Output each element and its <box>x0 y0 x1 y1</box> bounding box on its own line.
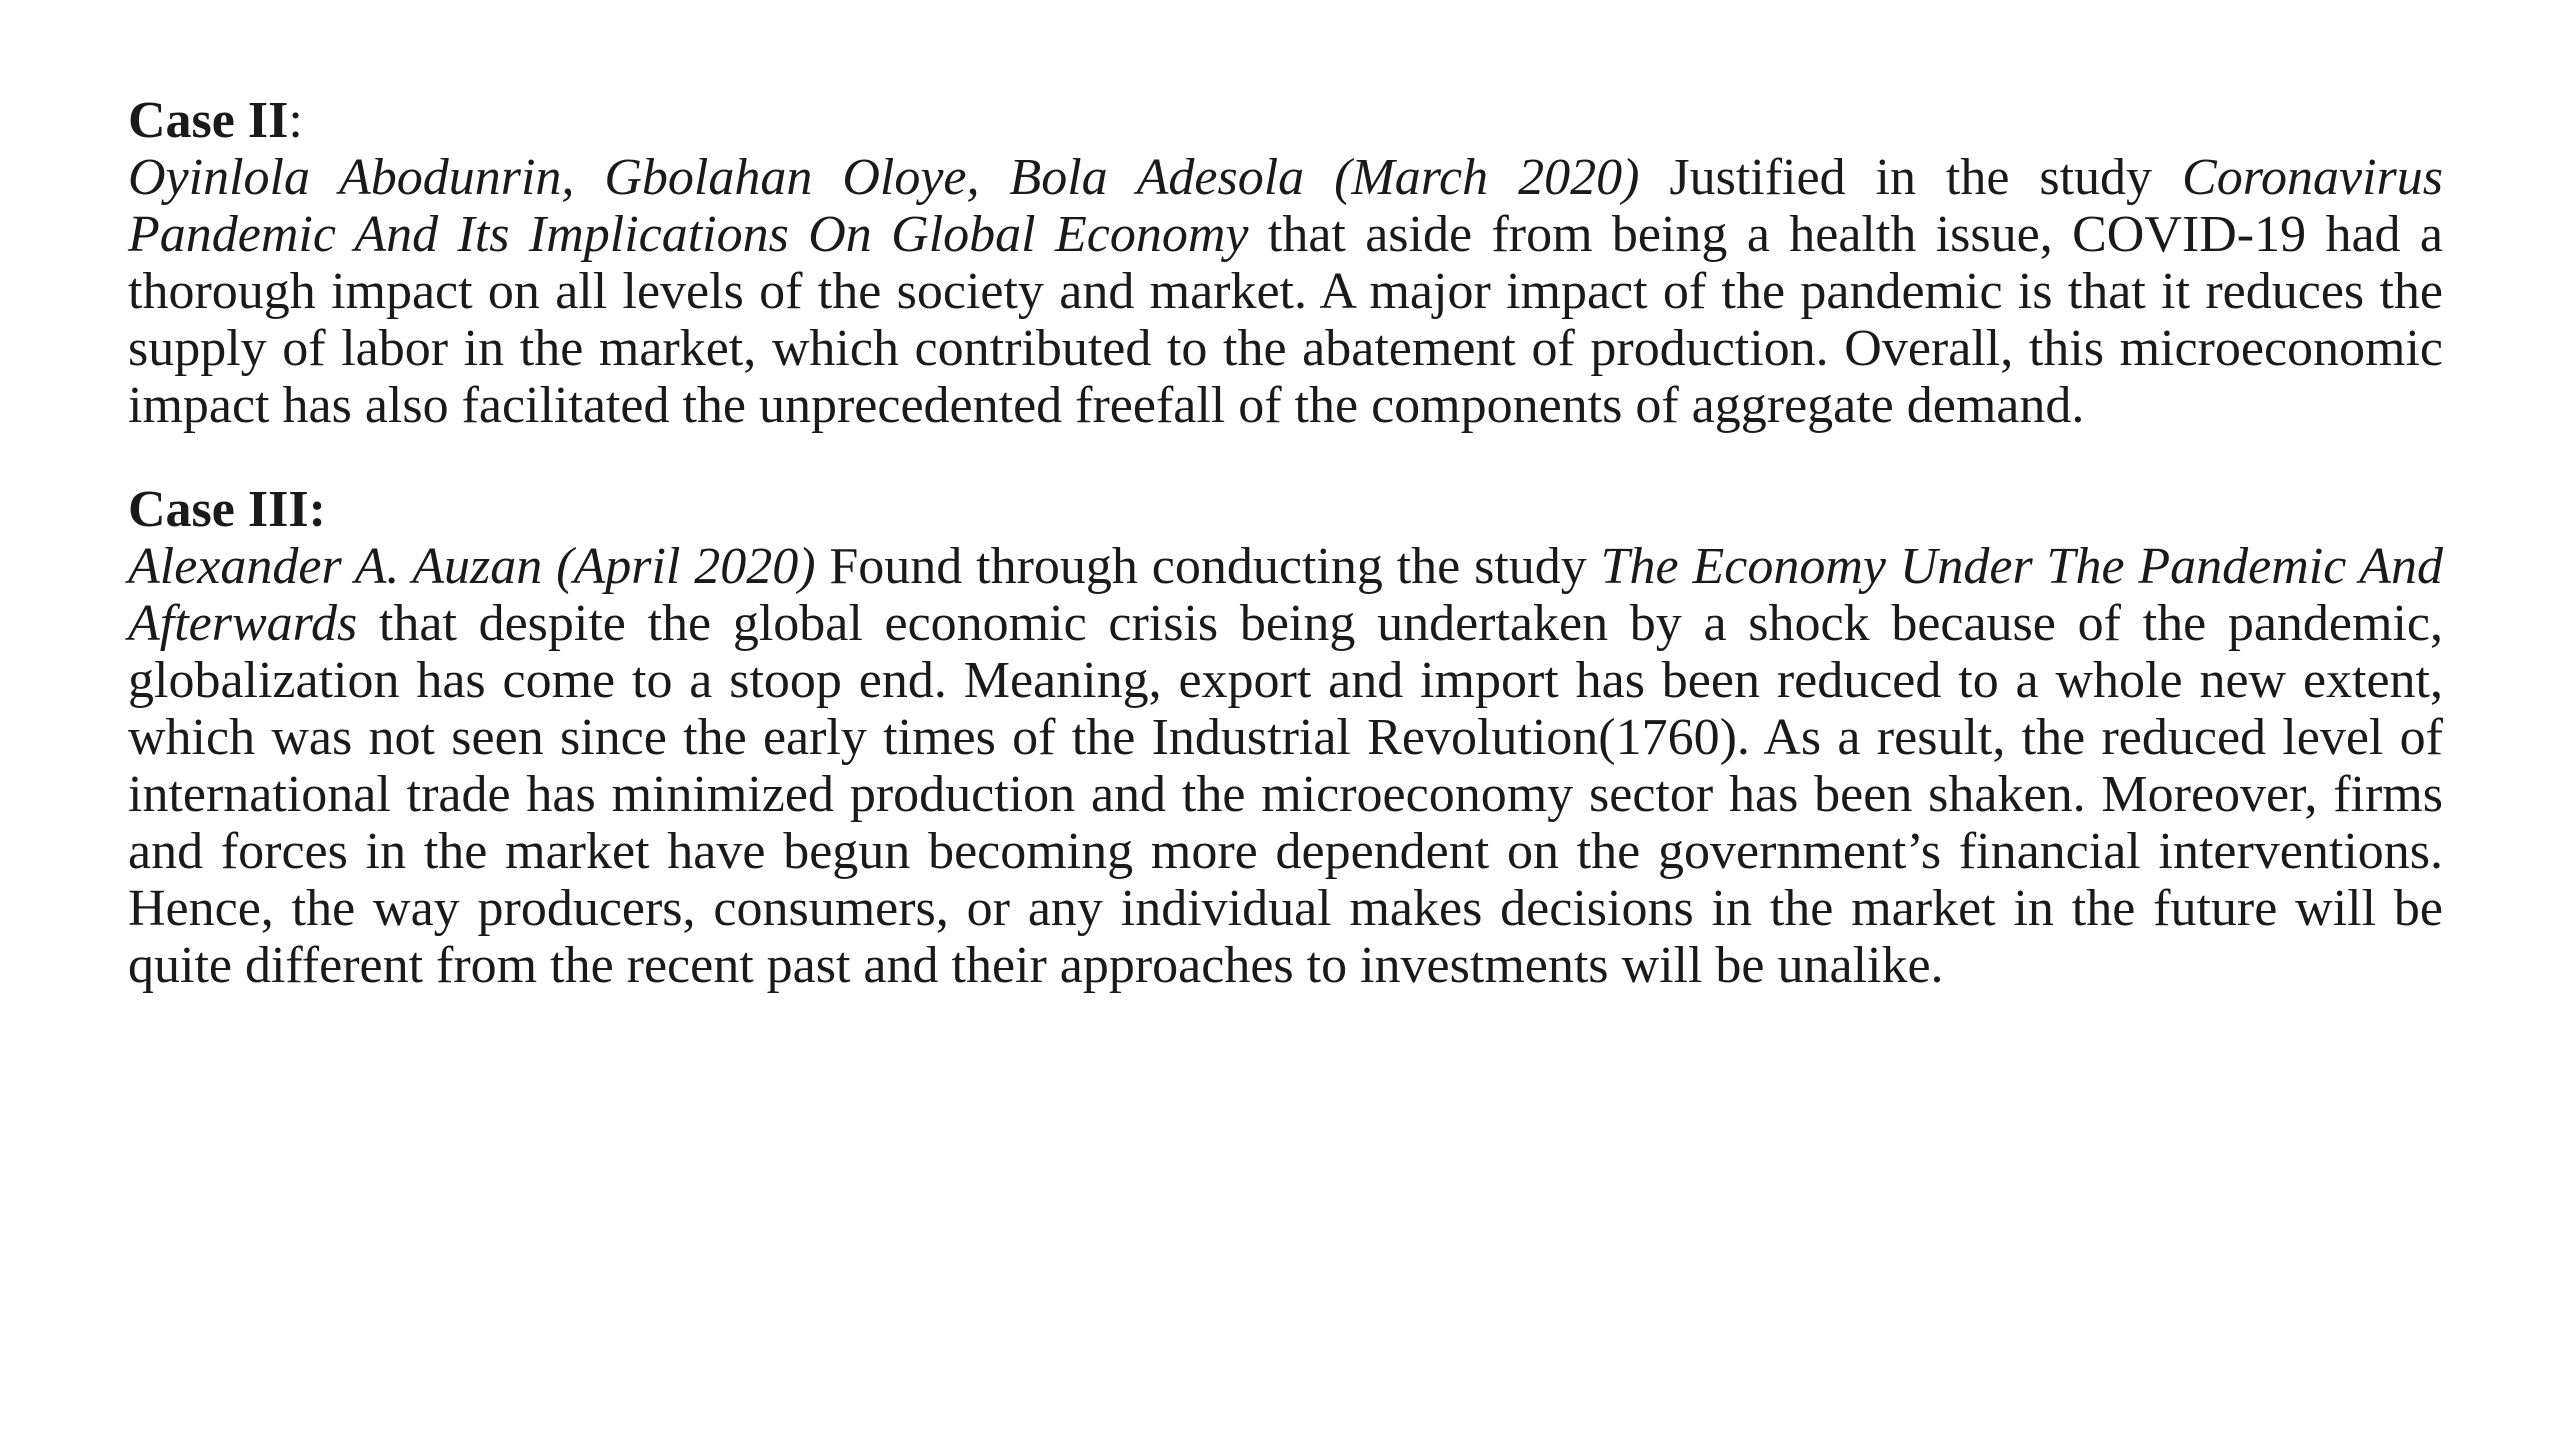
case-iii-heading-label: Case III: <box>128 481 326 538</box>
case-iii-authors: Alexander A. Auzan (April 2020) <box>128 538 816 595</box>
document-page <box>128 92 2443 994</box>
case-ii-section <box>128 92 2443 434</box>
case-ii-heading-label: Case II <box>128 92 289 149</box>
case-iii-study-title: The Economy Under The Pandemic And Afterwards <box>128 538 2443 652</box>
case-ii-heading <box>128 92 2443 149</box>
case-ii-study-title: Coronavirus Pandemic And Its Implications On Global Economy <box>128 149 2444 263</box>
case-iii-paragraph <box>128 538 2443 994</box>
section-spacer <box>128 434 2443 481</box>
case-iii-body-text: that despite the global economic crisis being undertaken by a shock because of the pandemic, globalization has come to a stoop end. Meaning, export and import has been reduced to a whole new extent, which was not seen since the early times of the Industrial Revolution(1760). As a result, the reduced level of international trade has minimized production and the microeconomy sector has been shaken. Moreover, firms and forces in the market have begun becoming more dependent on the government’s financial interventions. Hence, the way producers, consumers, or any individual makes decisions in the market in the future will be quite different from the recent past and their approaches to investments will be unalike. <box>128 595 2443 994</box>
case-ii-body-text: that aside from being a health issue, COVID-19 had a thorough impact on all levels of the society and market. A major impact of the pandemic is that it reduces the supply of labor in the market, which contributed to the abatement of production. Overall, this microeconomic impact has also facilitated the unprecedented freefall of the components of aggregate demand. <box>128 206 2443 434</box>
case-iii-heading <box>128 481 2443 538</box>
case-ii-authors: Oyinlola Abodunrin, Gbolahan Oloye, Bola Adesola (March 2020) <box>128 149 1640 206</box>
case-ii-lead-verb: Justified in the study <box>1639 149 2183 206</box>
case-ii-paragraph <box>128 149 2443 434</box>
case-iii-lead-verb: Found through conducting the study <box>815 538 1601 595</box>
case-ii-heading-colon: : <box>288 92 303 149</box>
case-iii-section <box>128 481 2443 994</box>
